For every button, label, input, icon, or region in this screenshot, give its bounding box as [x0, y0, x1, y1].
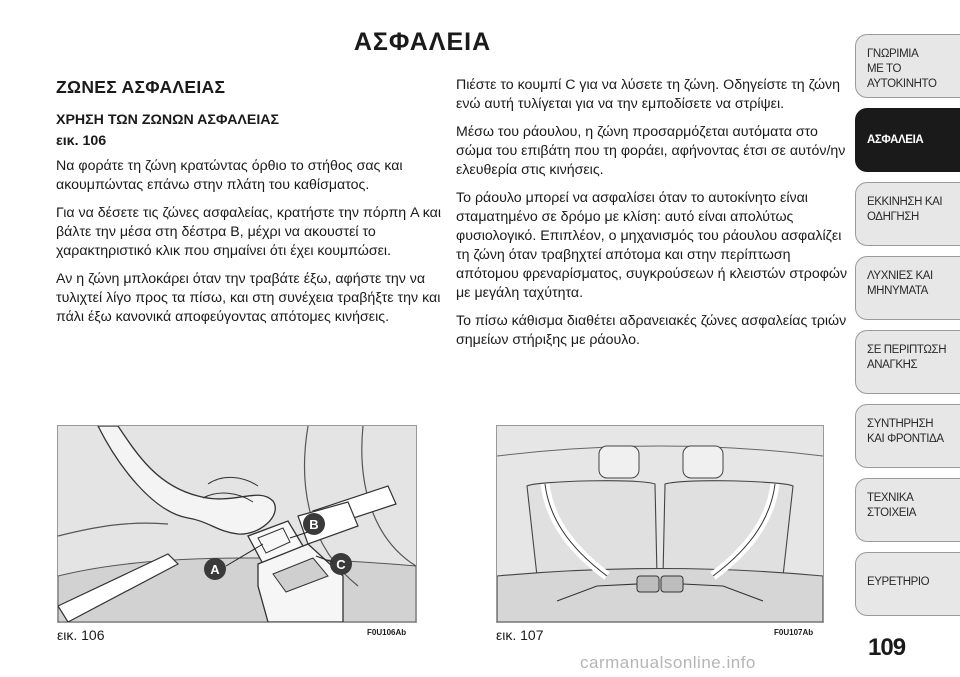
- tab-technical-data[interactable]: [855, 478, 960, 542]
- tab-label: ΣΥΝΤΗΡΗΣΗ: [867, 418, 934, 430]
- tab-label: ΜΕ ΤΟ: [867, 63, 901, 75]
- rear-seat-illustration: [497, 426, 823, 622]
- tab-maintenance[interactable]: [855, 404, 960, 468]
- section-title: ΖΩΝΕΣ ΑΣΦΑΛΕΙΑΣ: [56, 77, 226, 97]
- tab-label: ΓΝΩΡΙΜΙΑ: [867, 48, 919, 60]
- paragraph: Για να δέσετε τις ζώνες ασφαλείας, κρατήστε την πόρπη A και βάλτε την μέσα στη δέστρα B, μέχρι να ακουστεί το χαρακτηριστικό κλικ που σημαίνει ότι έχει κουμπώσει.: [56, 205, 441, 259]
- tab-label: ΕΥΡΕΤΗΡΙΟ: [867, 576, 930, 588]
- figure-107-code: F0U107Ab: [774, 628, 814, 637]
- tab-label: ΑΣΦΑΛΕΙΑ: [867, 134, 924, 146]
- tab-label: ΜΗΝΥΜΑΤΑ: [867, 285, 928, 297]
- tab-label: ΑΥΤΟΚΙΝΗΤΟ: [867, 78, 937, 90]
- tab-getting-to-know[interactable]: [855, 34, 960, 98]
- tab-label: ΣΕ ΠΕΡΙΠΤΩΣΗ: [867, 344, 947, 356]
- tab-starting-driving[interactable]: [855, 182, 960, 246]
- paragraph: Να φοράτε τη ζώνη κρατώντας όρθιο το στήθος σας και ακουμπώντας επάνω στην πλάτη του καθίσματος.: [56, 158, 403, 193]
- watermark: carmanualsonline.info: [580, 653, 756, 672]
- paragraph: Το πίσω κάθισμα διαθέτει αδρανειακές ζώνες ασφαλείας τριών σημείων στήριξης με ράουλο.: [456, 313, 847, 348]
- buckle-illustration: [58, 426, 416, 622]
- subsection-title: ΧΡΗΣΗ ΤΩΝ ΖΩΝΩΝ ΑΣΦΑΛΕΙΑΣ: [56, 112, 280, 128]
- tab-emergency[interactable]: [855, 330, 960, 394]
- callout-c-label: C: [336, 557, 346, 572]
- callout-b-label: B: [309, 517, 319, 532]
- tab-index[interactable]: [855, 552, 960, 616]
- right-column: [456, 76, 848, 359]
- paragraph: Μέσω του ράουλου, η ζώνη προσαρμόζεται αυτόματα στο σώμα του επιβάτη που τη φοράει, αφήνοντας έτσι σε αυτόν/ην ελευθερία στις κινήσεις.: [456, 124, 846, 178]
- figure-106-buckle-illustration: [57, 425, 417, 623]
- figure-107-caption: εικ. 107: [496, 627, 544, 643]
- figure-107-rear-seat-illustration: [496, 425, 824, 623]
- paragraph: Αν η ζώνη μπλοκάρει όταν την τραβάτε έξω, αφήστε την να τυλιχτεί λίγο προς τα πίσω, και στη συνέχεια τραβήξτε την και πάλι έξω κανονικά αποφεύγοντας απότομες κινήσεις.: [56, 271, 441, 325]
- callout-a-label: A: [210, 562, 220, 577]
- subsection-figure-ref: εικ. 106: [56, 133, 107, 149]
- tab-label: ΟΔΗΓΗΣΗ: [867, 211, 919, 223]
- tab-label: ΕΚΚΙΝΗΣΗ ΚΑΙ: [867, 196, 943, 208]
- page-title: ΑΣΦΑΛΕΙΑ: [353, 28, 492, 56]
- page-number: 109: [868, 634, 906, 661]
- tab-safety[interactable]: [855, 108, 960, 172]
- tab-label: ΑΝΑΓΚΗΣ: [867, 359, 918, 371]
- figure-106-caption: εικ. 106: [57, 627, 105, 643]
- tab-label: ΚΑΙ ΦΡΟΝΤΙΔΑ: [867, 433, 944, 445]
- tab-label: ΛΥΧΝΙΕΣ ΚΑΙ: [867, 270, 933, 282]
- tab-label: ΤΕΧΝΙΚΑ: [867, 492, 914, 504]
- tab-warning-lights[interactable]: [855, 256, 960, 320]
- figure-106-code: F0U106Ab: [367, 628, 407, 637]
- left-column: [56, 78, 444, 336]
- paragraph: Το ράουλο μπορεί να ασφαλίσει όταν το αυτοκίνητο είναι σταματημένο σε δρόμο με κλίση: αυτό είναι απολύτως φυσιολογικό. Επιπλέον, ο μηχανισμός του ράουλου ασφαλίζει τη ζώνη όταν τραβηχτεί απότομα και στην περίπτωση απότομου φρεναρίσματος, συγκρούσεων ή κλειστών στροφών με μεγάλη ταχύτητα.: [456, 190, 848, 301]
- tab-label: ΣΤΟΙΧΕΙΑ: [867, 507, 917, 519]
- paragraph: Πιέστε το κουμπί C για να λύσετε τη ζώνη. Οδηγείστε τη ζώνη ενώ αυτή τυλίγεται για να την εμποδίσετε να στρίψει.: [456, 77, 841, 112]
